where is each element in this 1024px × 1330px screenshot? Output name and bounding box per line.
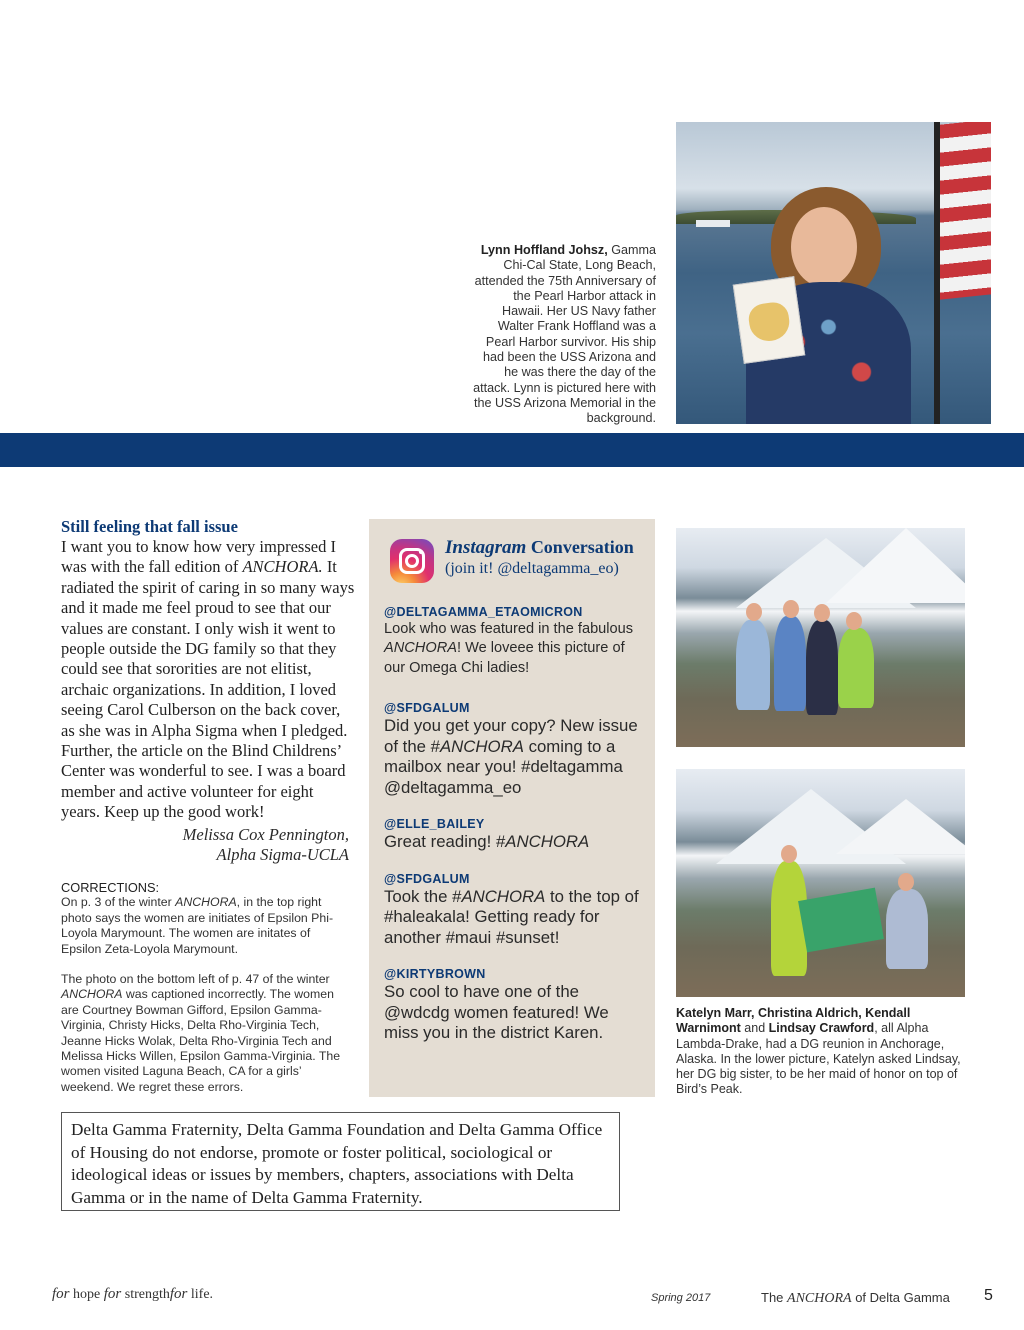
alaska-reunion-photo — [676, 528, 965, 747]
section-divider-band — [0, 433, 1024, 467]
instagram-post: @DELTAGAMMA_ETAOMICRON Look who was featured in the fabulous ANCHORA! We loveee this picture of our Omega Chi ladies! — [384, 605, 634, 676]
instagram-post: @SFDGALUM Took the #ANCHORA to the top of #haleakala! Getting ready for another #maui #sunset! — [384, 871, 639, 947]
anchora-magazine-cover — [733, 276, 806, 364]
instagram-posts — [384, 604, 646, 1064]
correction-2: The photo on the bottom left of p. 47 of the winter ANCHORA was captioned incorrectly. The women are Courtney Bowman Gifford, Epsilon Gamma-Virginia, Christy Hicks, Delta Rho-Virginia Tech, Jeanne Hicks Wolak, Delta Rho-Virginia Tech and Melissa Hicks Willen, Epsilon Gamma-Virginia. The women visited Laguna Beach, CA for a girls’ weekend. We regret these errors. — [61, 972, 341, 1094]
instagram-subtitle: (join it! @deltagamma_eo) — [445, 560, 619, 577]
disclaimer-box: Delta Gamma Fraternity, Delta Gamma Foundation and Delta Gamma Office of Housing do not endorse, promote or foster political, sociological or ideological ideas or issues by members, chapters, associations with Delta Gamma or in the name of Delta Gamma Fraternity. — [61, 1112, 620, 1211]
instagram-conversation-panel — [369, 519, 655, 1097]
instagram-post: @KIRTYBROWN So cool to have one of the @wdcdg women featured! We miss you in the district Karen. — [384, 967, 609, 1043]
birds-peak-photo — [676, 769, 965, 997]
instagram-icon — [390, 539, 434, 583]
corrections — [61, 880, 351, 1095]
corrections-heading: CORRECTIONS: — [61, 880, 160, 895]
caption-name: Lynn Hoffland Johsz, — [480, 243, 608, 257]
correction-1: On p. 3 of the winter ANCHORA, in the top right photo says the women are initiates of Epsilon Phi-Loyola Marymount. The women are initates of Epsilon Zeta-Loyola Marymount. — [61, 895, 334, 956]
footer-publication: The ANCHORA of Delta Gamma — [761, 1290, 950, 1306]
instagram-title: Instagram Conversation — [445, 537, 634, 558]
american-flag — [938, 122, 991, 300]
moh-sign — [798, 888, 884, 953]
letter-to-editor — [61, 517, 356, 866]
footer-motto: for hope for strengthfor life. — [52, 1286, 214, 1302]
page-number: 5 — [984, 1287, 993, 1304]
caption-text: Gamma Chi-Cal State, Long Beach, attended the 75th Anniversary of the Pearl Harbor attack in Hawaii. Her US Navy father Walter Frank Hoffland was a Pearl Harbor survivor. His ship had been the USS Arizona and he was there the day of the attack. Lynn is pictured here with the USS Arizona Memorial in the background. — [473, 243, 656, 426]
top-photo-caption — [470, 243, 656, 427]
instagram-post: @ELLE_BAILEY Great reading! #ANCHORA — [384, 817, 590, 852]
footer-season: Spring 2017 — [651, 1292, 711, 1304]
pearl-harbor-photo — [676, 122, 991, 424]
instagram-post: @SFDGALUM Did you get your copy? New issue of the #ANCHORA coming to a mailbox near you! #deltagamma @deltagamma_eo — [384, 701, 638, 797]
letter-signature: Melissa Cox Pennington, Alpha Sigma-UCLA — [182, 824, 349, 865]
reunion-caption: Katelyn Marr, Christina Aldrich, Kendall Warnimont and Lindsay Crawford, all Alpha Lambda-Drake, had a DG reunion in Anchorage, Alaska. In the lower picture, Katelyn asked Lindsay, her DG big sister, to be her maid of honor on top of Bird’s Peak. — [676, 1006, 961, 1097]
letter-heading: Still feeling that fall issue — [61, 517, 238, 536]
letter-body: I want you to know how very impressed I was with the fall edition of ANCHORA. It radiated the spirit of caring in so many ways and it made me feel proud to see that our values are constant. I only wish it went to people outside the DG family so that they could see that sororities are not elitist, archaic organizations. In addition, I loved seeing Carol Culberson on the back cover, as she was in Alpha Sigma when I pledged. Further, the article on the Blind Childrens’ Center was wonderful to see. I was a board member and active volunteer for eight years. Keep up the good work! — [61, 537, 355, 822]
